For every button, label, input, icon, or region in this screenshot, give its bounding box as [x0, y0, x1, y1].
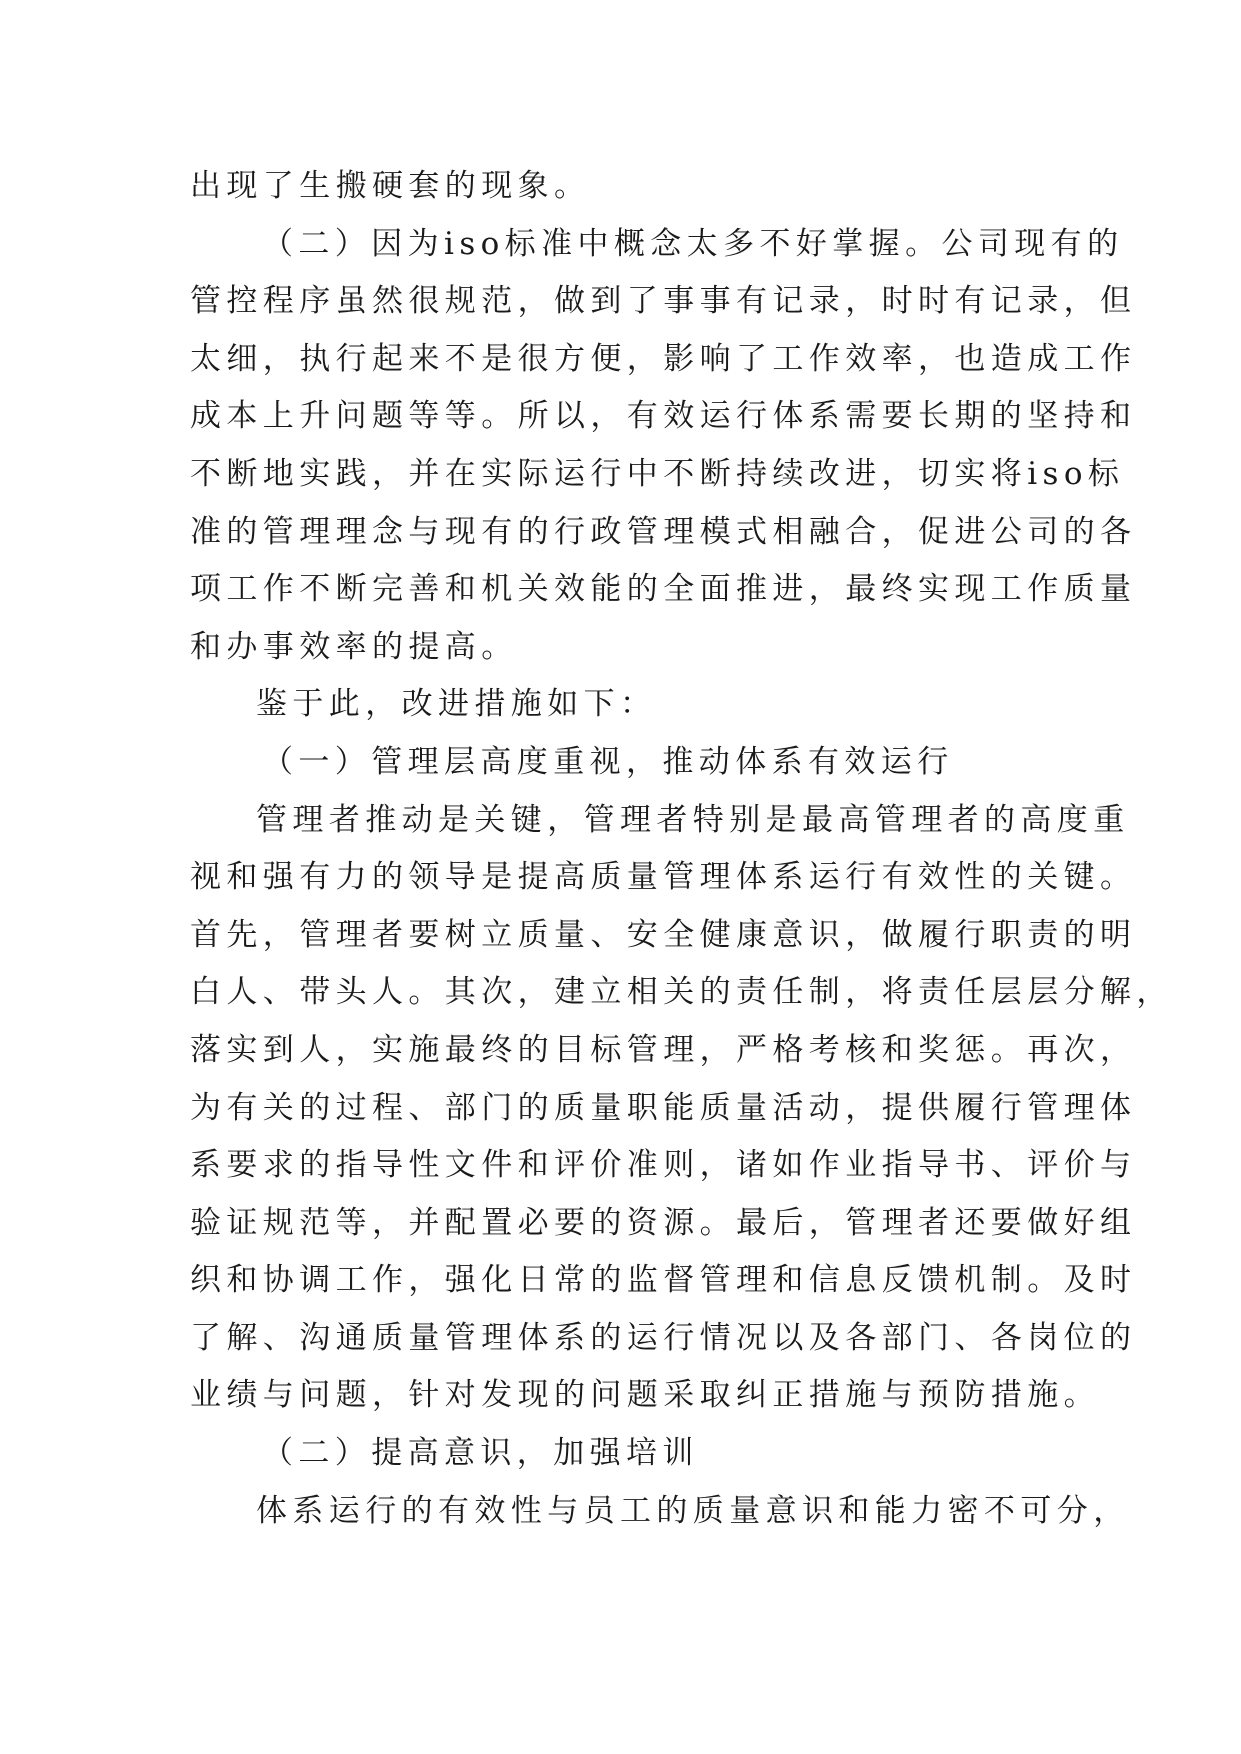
text-line: 落实到人，实施最终的目标管理，严格考核和奖惩。再次， [190, 1031, 1137, 1068]
text-line: 项工作不断完善和机关效能的全面推进，最终实现工作质量 [190, 571, 1137, 608]
text-line: 鉴于此，改进措施如下： [256, 686, 657, 723]
section-heading: （一）管理层高度重视，推动体系有效运行 [262, 743, 954, 780]
text-line: 管理者推动是关键，管理者特别是最高管理者的高度重 [256, 801, 1130, 838]
body-text [190, 158, 1173, 1540]
text-line: 系要求的指导性文件和评价准则，诸如作业指导书、评价与 [190, 1147, 1137, 1184]
text-line: 准的管理理念与现有的行政管理模式相融合，促进公司的各 [190, 513, 1137, 550]
text-line: 首先，管理者要树立质量、安全健康意识，做履行职责的明 [190, 916, 1137, 953]
text-line: 业绩与问题，针对发现的问题采取纠正措施与预防措施。 [190, 1377, 1100, 1414]
section-heading: （二）提高意识，加强培训 [262, 1435, 699, 1472]
text-line: 体系运行的有效性与员工的质量意识和能力密不可分， [256, 1492, 1130, 1529]
text-line: 视和强有力的领导是提高质量管理体系运行有效性的关键。 [190, 859, 1137, 896]
text-line: 不断地实践，并在实际运行中不断持续改进，切实将iso标 [190, 455, 1125, 492]
text-line: 管控程序虽然很规范，做到了事事有记录，时时有记录，但 [190, 283, 1137, 320]
text-line: 了解、沟通质量管理体系的运行情况以及各部门、各岗位的 [190, 1319, 1137, 1356]
text-line: （二）因为iso标准中概念太多不好掌握。公司现有的 [262, 225, 1124, 262]
text-line: 成本上升问题等等。所以，有效运行体系需要长期的坚持和 [190, 398, 1137, 435]
text-line: 织和协调工作，强化日常的监督管理和信息反馈机制。及时 [190, 1262, 1137, 1299]
text-line: 验证规范等，并配置必要的资源。最后，管理者还要做好组 [190, 1204, 1137, 1241]
text-line: 为有关的过程、部门的质量职能质量活动，提供履行管理体 [190, 1089, 1137, 1126]
text-line: 白人、带头人。其次，建立相关的责任制，将责任层层分解， [190, 974, 1173, 1011]
text-line: 太细，执行起来不是很方便，影响了工作效率，也造成工作 [190, 340, 1137, 377]
text-line: 和办事效率的提高。 [190, 628, 518, 665]
text-line: 出现了生搬硬套的现象。 [190, 168, 591, 204]
